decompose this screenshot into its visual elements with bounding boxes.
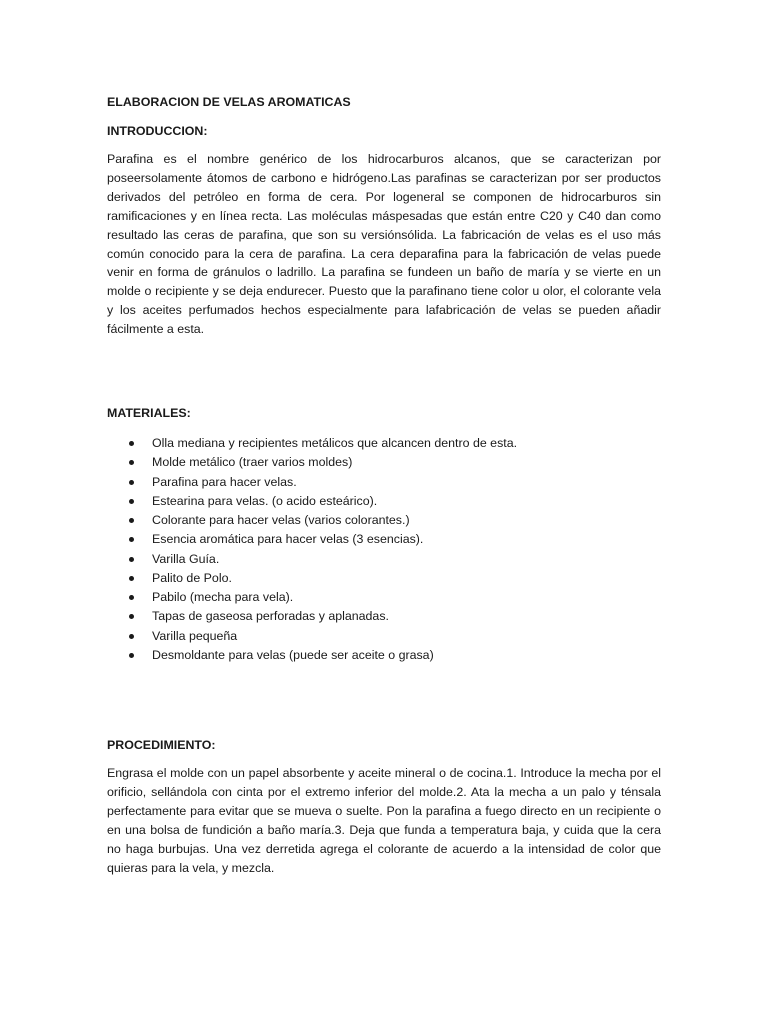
- list-item: [107, 588, 661, 607]
- document-title: ELABORACION DE VELAS AROMATICAS: [107, 95, 351, 109]
- list-item-text: Pabilo (mecha para vela).: [152, 590, 294, 604]
- bullet-icon: [129, 614, 134, 619]
- list-item: [107, 511, 661, 530]
- list-item: [107, 646, 661, 665]
- bullet-icon: [129, 480, 134, 485]
- bullet-icon: [129, 537, 134, 542]
- list-item: [107, 530, 661, 549]
- bullet-icon: [129, 518, 134, 523]
- list-item-text: Varilla pequeña: [152, 628, 238, 643]
- list-item: [107, 434, 661, 453]
- list-item-text: Olla mediana y recipientes metálicos que alcancen dentro de esta.: [152, 436, 518, 450]
- list-item-text: Palito de Polo.: [152, 570, 232, 585]
- list-item: [107, 453, 661, 472]
- list-item-text: Colorante para hacer velas (varios colorantes.): [152, 513, 410, 527]
- bullet-icon: [129, 653, 134, 658]
- list-item: [107, 550, 661, 569]
- bullet-icon: [129, 576, 134, 581]
- bullet-icon: [129, 441, 134, 446]
- list-item-text: Esencia aromática para hacer velas (3 esencias).: [152, 532, 424, 547]
- list-item-text: Desmoldante para velas (puede ser aceite o grasa): [152, 647, 434, 662]
- bullet-icon: [129, 634, 134, 639]
- bullet-icon: [129, 460, 134, 465]
- introduction-paragraph: Parafina es el nombre genérico de los hidrocarburos alcanos, que se caracterizan por poseersolamente átomos de carbono e hidrógeno.Las parafinas se caracterizan por ser productos derivados del petróleo en forma de cera. Por logeneral se componen de hidrocarburos sin ramificaciones y en línea recta. Las moléculas máspesadas que están entre C20 y C40 dan como resultado las ceras de parafina, que son su versiónsólida. La fabricación de velas es el uso más común conocido para la cera de parafina. La cera deparafina para la fabricación de velas puede venir en forma de gránulos o ladrillo. La parafina se fundeen un baño de maría y se vierte en un molde o recipiente y se deja endurecer. Puesto que la parafinano tiene color u olor, el colorante vela y los aceites perfumados hechos especialmente para lafabricación de velas se pueden añadir fácilmente a esta.: [107, 152, 661, 337]
- list-item-text: Tapas de gaseosa perforadas y aplanadas.: [152, 609, 389, 624]
- procedure-paragraph: Engrasa el molde con un papel absorbente y aceite mineral o de cocina.1. Introduce la mecha por el orificio, sellándola con cinta por el extremo inferior del molde.2. Ata la mecha a un palo y ténsala perfectamente para evitar que se mueva o suelte. Pon la parafina a fuego directo en un recipiente o en una bolsa de fundición a baño maría.3. Deja que funda a temperatura baja, y cuida que la cera no haga burbujas. Una vez derretida agrega el colorante de acuerdo a la intensidad de color que quieras para la vela, y mezcla.: [107, 766, 661, 875]
- list-item-text: Varilla Guía.: [152, 551, 220, 566]
- list-item-text: Estearina para velas. (o acido esteárico).: [152, 493, 378, 508]
- list-item-text: Molde metálico (traer varios moldes): [152, 455, 353, 470]
- bullet-icon: [129, 499, 134, 504]
- bullet-icon: [129, 595, 134, 600]
- list-item: [107, 492, 661, 511]
- list-item: [107, 607, 661, 626]
- introduction-heading: INTRODUCCION:: [107, 124, 208, 138]
- materials-heading: MATERIALES:: [107, 406, 191, 420]
- list-item: [107, 627, 661, 646]
- list-item-text: Parafina para hacer velas.: [152, 474, 297, 489]
- materials-list: [107, 434, 661, 665]
- list-item: [107, 569, 661, 588]
- procedure-heading: PROCEDIMIENTO:: [107, 738, 216, 752]
- list-item: [107, 473, 661, 492]
- bullet-icon: [129, 557, 134, 562]
